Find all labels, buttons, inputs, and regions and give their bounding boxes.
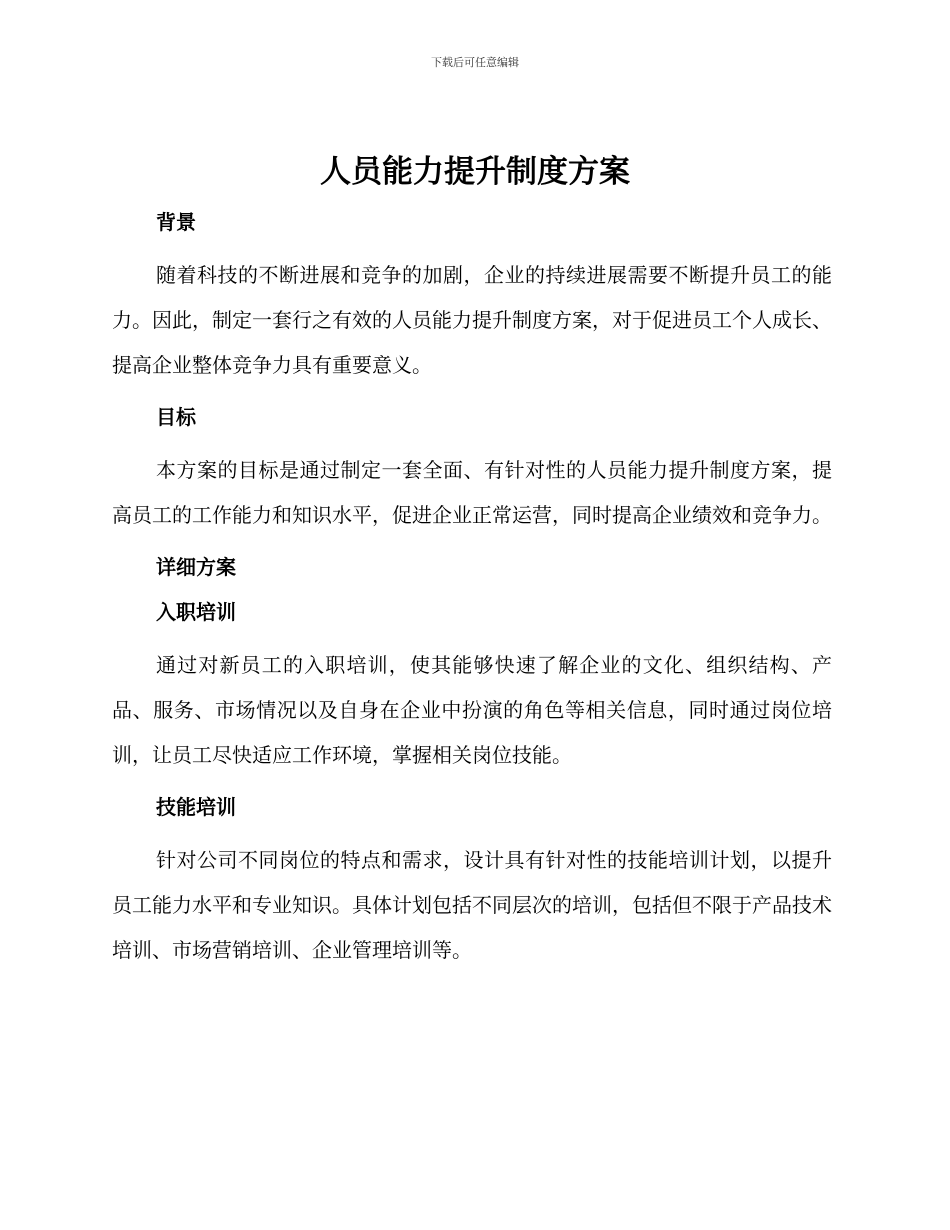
heading-goal: 目标 [156, 405, 196, 429]
paragraph-background: 随着科技的不断进展和竞争的加剧，企业的持续进展需要不断提升员工的能力。因此，制定一套行之有效的人员能力提升制度方案，对于促进员工个人成长、提高企业整体竞争力具有重要意义。 [112, 263, 832, 377]
heading-background: 背景 [156, 210, 196, 234]
heading-onboarding-training: 入职培训 [156, 600, 236, 624]
heading-skills-training: 技能培训 [156, 795, 236, 819]
paragraph-onboarding-training: 通过对新员工的入职培训，使其能够快速了解企业的文化、组织结构、产品、服务、市场情况以及自身在企业中扮演的角色等相关信息，同时通过岗位培训，让员工尽快适应工作环境，掌握相关岗位技能。 [112, 653, 832, 767]
page-header-note: 下载后可任意编辑 [431, 56, 519, 69]
paragraph-skills-training: 针对公司不同岗位的特点和需求，设计具有针对性的技能培训计划，以提升员工能力水平和专业知识。具体计划包括不同层次的培训，包括但不限于产品技术培训、市场营销培训、企业管理培训等。 [112, 848, 832, 962]
document-title: 人员能力提升制度方案 [320, 154, 630, 190]
heading-detailed-plan: 详细方案 [156, 555, 236, 579]
document-body [112, 202, 832, 982]
paragraph-goal: 本方案的目标是通过制定一套全面、有针对性的人员能力提升制度方案，提高员工的工作能力和知识水平，促进企业正常运营，同时提高企业绩效和竞争力。 [112, 458, 832, 527]
